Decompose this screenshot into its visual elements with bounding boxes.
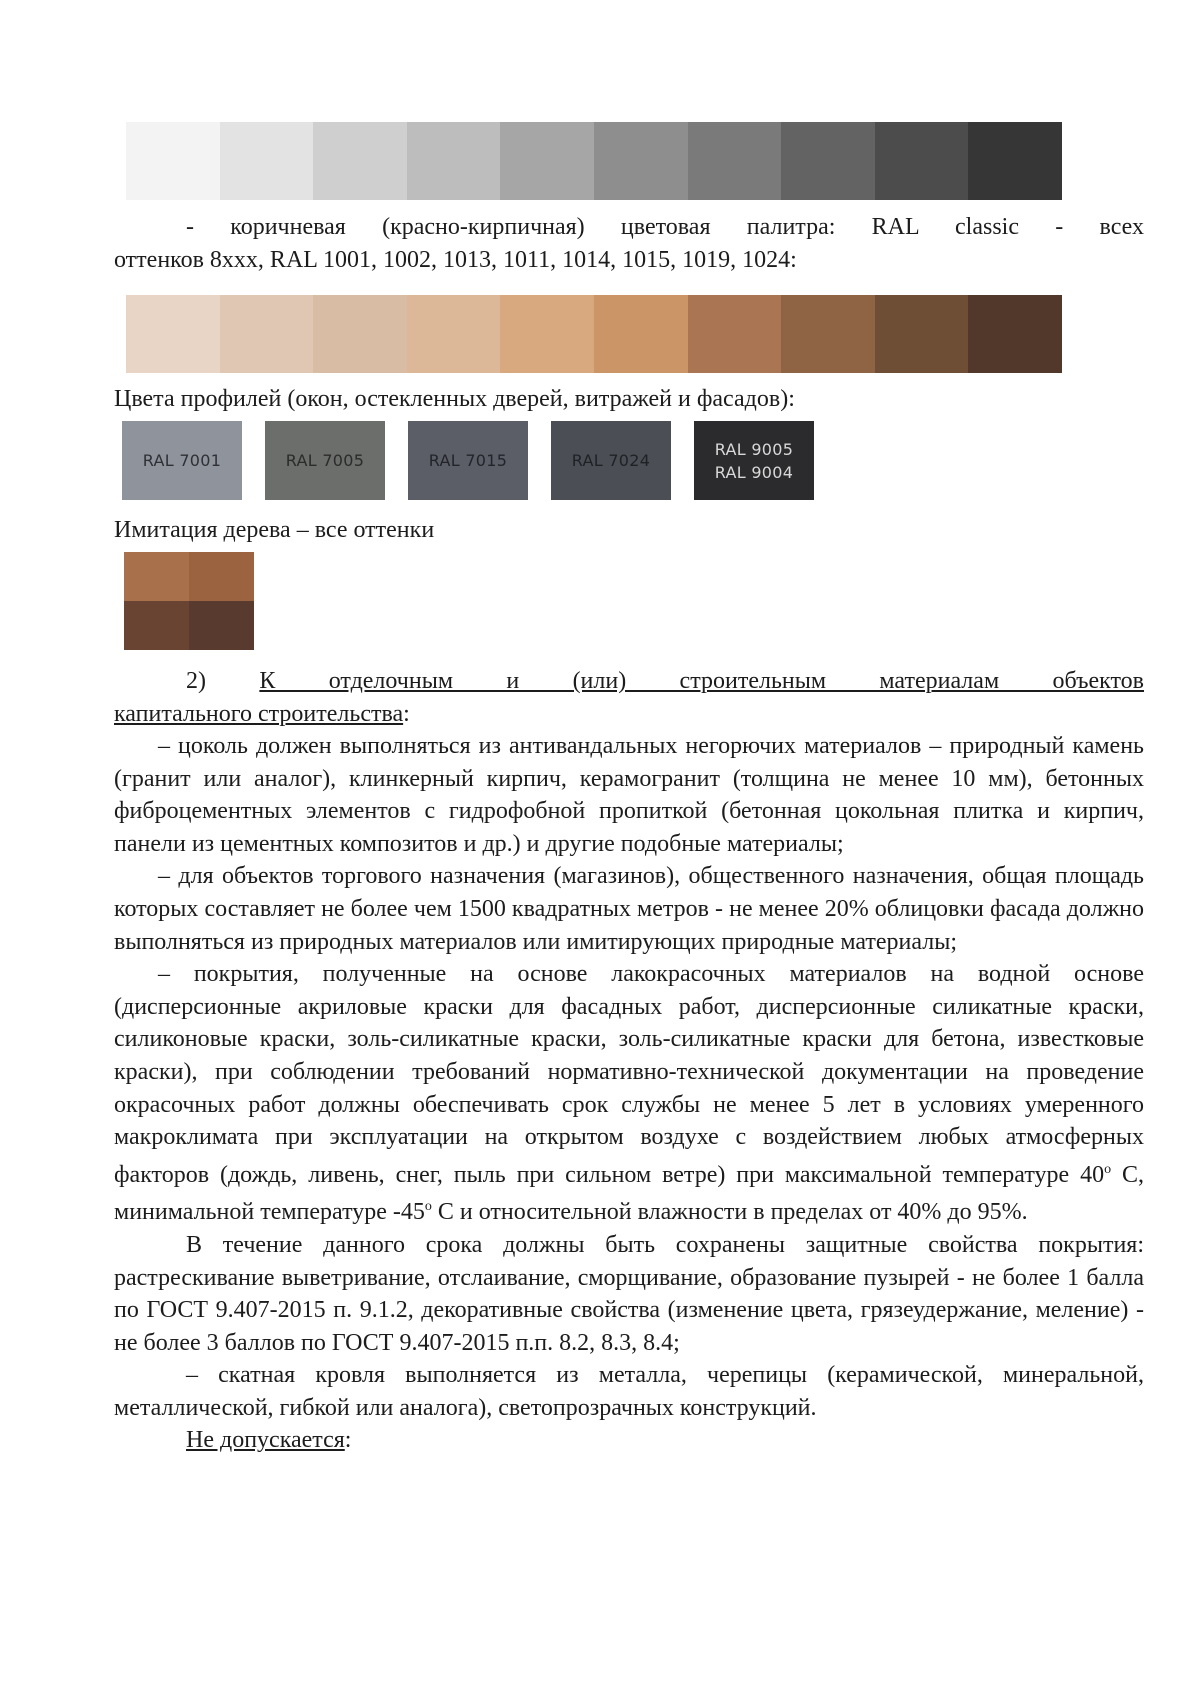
ral-code-label: RAL 7024 bbox=[571, 451, 651, 470]
not-allowed-label: Не допускается bbox=[186, 1427, 345, 1454]
brown-swatch bbox=[220, 295, 314, 373]
brown-swatch bbox=[594, 295, 688, 373]
gray-swatch bbox=[968, 122, 1062, 200]
ral-code-label: RAL 9005 bbox=[714, 439, 794, 459]
ral-code-label: RAL 7015 bbox=[428, 451, 508, 470]
gray-swatch bbox=[313, 122, 407, 200]
profile-color-swatches bbox=[122, 421, 814, 500]
gray-swatch bbox=[500, 122, 594, 200]
gray-swatch bbox=[220, 122, 314, 200]
brown-swatch bbox=[313, 295, 407, 373]
ral-color-box bbox=[408, 421, 528, 500]
paragraph-coatings-part-b: С, минимальной температуре -45 bbox=[114, 1161, 1144, 1226]
paragraph-not-allowed bbox=[114, 1424, 1144, 1457]
gray-swatch bbox=[781, 122, 875, 200]
ral-color-box bbox=[265, 421, 385, 500]
wood-swatch bbox=[124, 552, 254, 650]
wood-heading: Имитация дерева – все оттенки bbox=[114, 517, 435, 543]
paragraph-coatings bbox=[114, 958, 1144, 1229]
degree-superscript: o bbox=[1104, 1161, 1112, 1177]
brown-swatch bbox=[968, 295, 1062, 373]
wood-tone-cell bbox=[189, 552, 254, 601]
wood-tone-cell bbox=[189, 601, 254, 650]
wood-tone-cell bbox=[124, 601, 189, 650]
brown-swatch bbox=[126, 295, 220, 373]
ral-color-box bbox=[122, 421, 242, 500]
section-title-part1: К отделочным и (или) строительным материалам объектов bbox=[259, 668, 1145, 694]
ral-code-label: RAL 7001 bbox=[142, 451, 222, 470]
paragraph-protective-properties: В течение данного срока должны быть сохранены защитные свойства покрытия: растрескивание выветривание, отслаивание, сморщивание, образование пузырей - не более 1 балла по ГОСТ 9.407-2015 п. 9.1.2, декоративные свойства (изменение цвета, грязеудержание, меление) - не более 3 баллов по ГОСТ 9.407-2015 п.п. 8.2, 8.3, 8.4; bbox=[114, 1231, 1144, 1356]
ral-color-box bbox=[694, 421, 814, 500]
wood-tone-cell bbox=[124, 552, 189, 601]
section-2-heading bbox=[114, 665, 1144, 730]
gray-swatch bbox=[126, 122, 220, 200]
body-text bbox=[114, 730, 1144, 1457]
paragraph-coatings-part-a: – покрытия, полученные на основе лакокрасочных материалов на водной основе (дисперсионные акриловые краски для фасадных работ, дисперсионные силикатные краски, силиконовые краски, золь-силикатные краски, золь-силикатные краски для бетона, известковые краски), при соблюдении требований нормативно-технической документации на проведение окрасочных работ должны обеспечивать срок службы не менее 5 лет в условиях умеренного макроклимата при эксплуатации на открытом воздухе с воздействием любых атмосферных факторов (дождь, ливень, снег, пыль при сильном ветре) при максимальной температуре 40 bbox=[114, 961, 1144, 1188]
profiles-heading: Цвета профилей (окон, остекленных дверей, витражей и фасадов): bbox=[114, 386, 795, 412]
ral-code-label: RAL 7005 bbox=[285, 451, 365, 470]
ral-color-box bbox=[551, 421, 671, 500]
brown-palette-intro-line1: - коричневая (красно-кирпичная) цветовая палитра: RAL classic - всех bbox=[186, 214, 1144, 240]
paragraph-plinth: – цоколь должен выполняться из антивандальных негорючих материалов – природный камень (гранит или аналог), клинкерный кирпич, керамогранит (толщина не менее 10 мм), бетонных фиброцементных элементов с гидрофобной пропиткой (бетонная цокольная плитка и кирпич, панели из цементных композитов и др.) и другие подобные материалы; bbox=[114, 733, 1144, 857]
paragraph-trade-objects: – для объектов торгового назначения (магазинов), общественного назначения, общая площадь которых составляет не более чем 1500 квадратных метров - не менее 20% облицовки фасада должно выполняться из природных материалов или имитирующих природные материалы; bbox=[114, 863, 1144, 955]
brown-palette-intro-line2: оттенков 8xxx, RAL 1001, 1002, 1013, 1011, 1014, 1015, 1019, 1024: bbox=[114, 247, 797, 273]
gray-swatch bbox=[688, 122, 782, 200]
paragraph-coatings-part-c: С и относительной влажности в пределах от 40% до 95%. bbox=[431, 1199, 1028, 1226]
section-number: 2) bbox=[186, 668, 206, 694]
not-allowed-colon: : bbox=[344, 1427, 352, 1454]
brown-swatch bbox=[781, 295, 875, 373]
brown-swatch bbox=[875, 295, 969, 373]
brown-palette-strip bbox=[126, 295, 1062, 373]
gray-palette-strip bbox=[126, 122, 1062, 200]
gray-swatch bbox=[407, 122, 501, 200]
brown-swatch bbox=[407, 295, 501, 373]
gray-swatch bbox=[875, 122, 969, 200]
brown-swatch bbox=[688, 295, 782, 373]
paragraph-roof: – скатная кровля выполняется из металла, черепицы (керамической, минеральной, металлической, гибкой или аналога), светопрозрачных конструкций. bbox=[114, 1362, 1144, 1421]
section-title-part2: капитального строительства bbox=[114, 700, 404, 727]
section-title-colon: : bbox=[403, 700, 410, 727]
degree-superscript: o bbox=[424, 1199, 432, 1215]
brown-palette-intro bbox=[114, 211, 1144, 277]
gray-swatch bbox=[594, 122, 688, 200]
ral-code-label: RAL 9004 bbox=[714, 462, 794, 482]
brown-swatch bbox=[500, 295, 594, 373]
